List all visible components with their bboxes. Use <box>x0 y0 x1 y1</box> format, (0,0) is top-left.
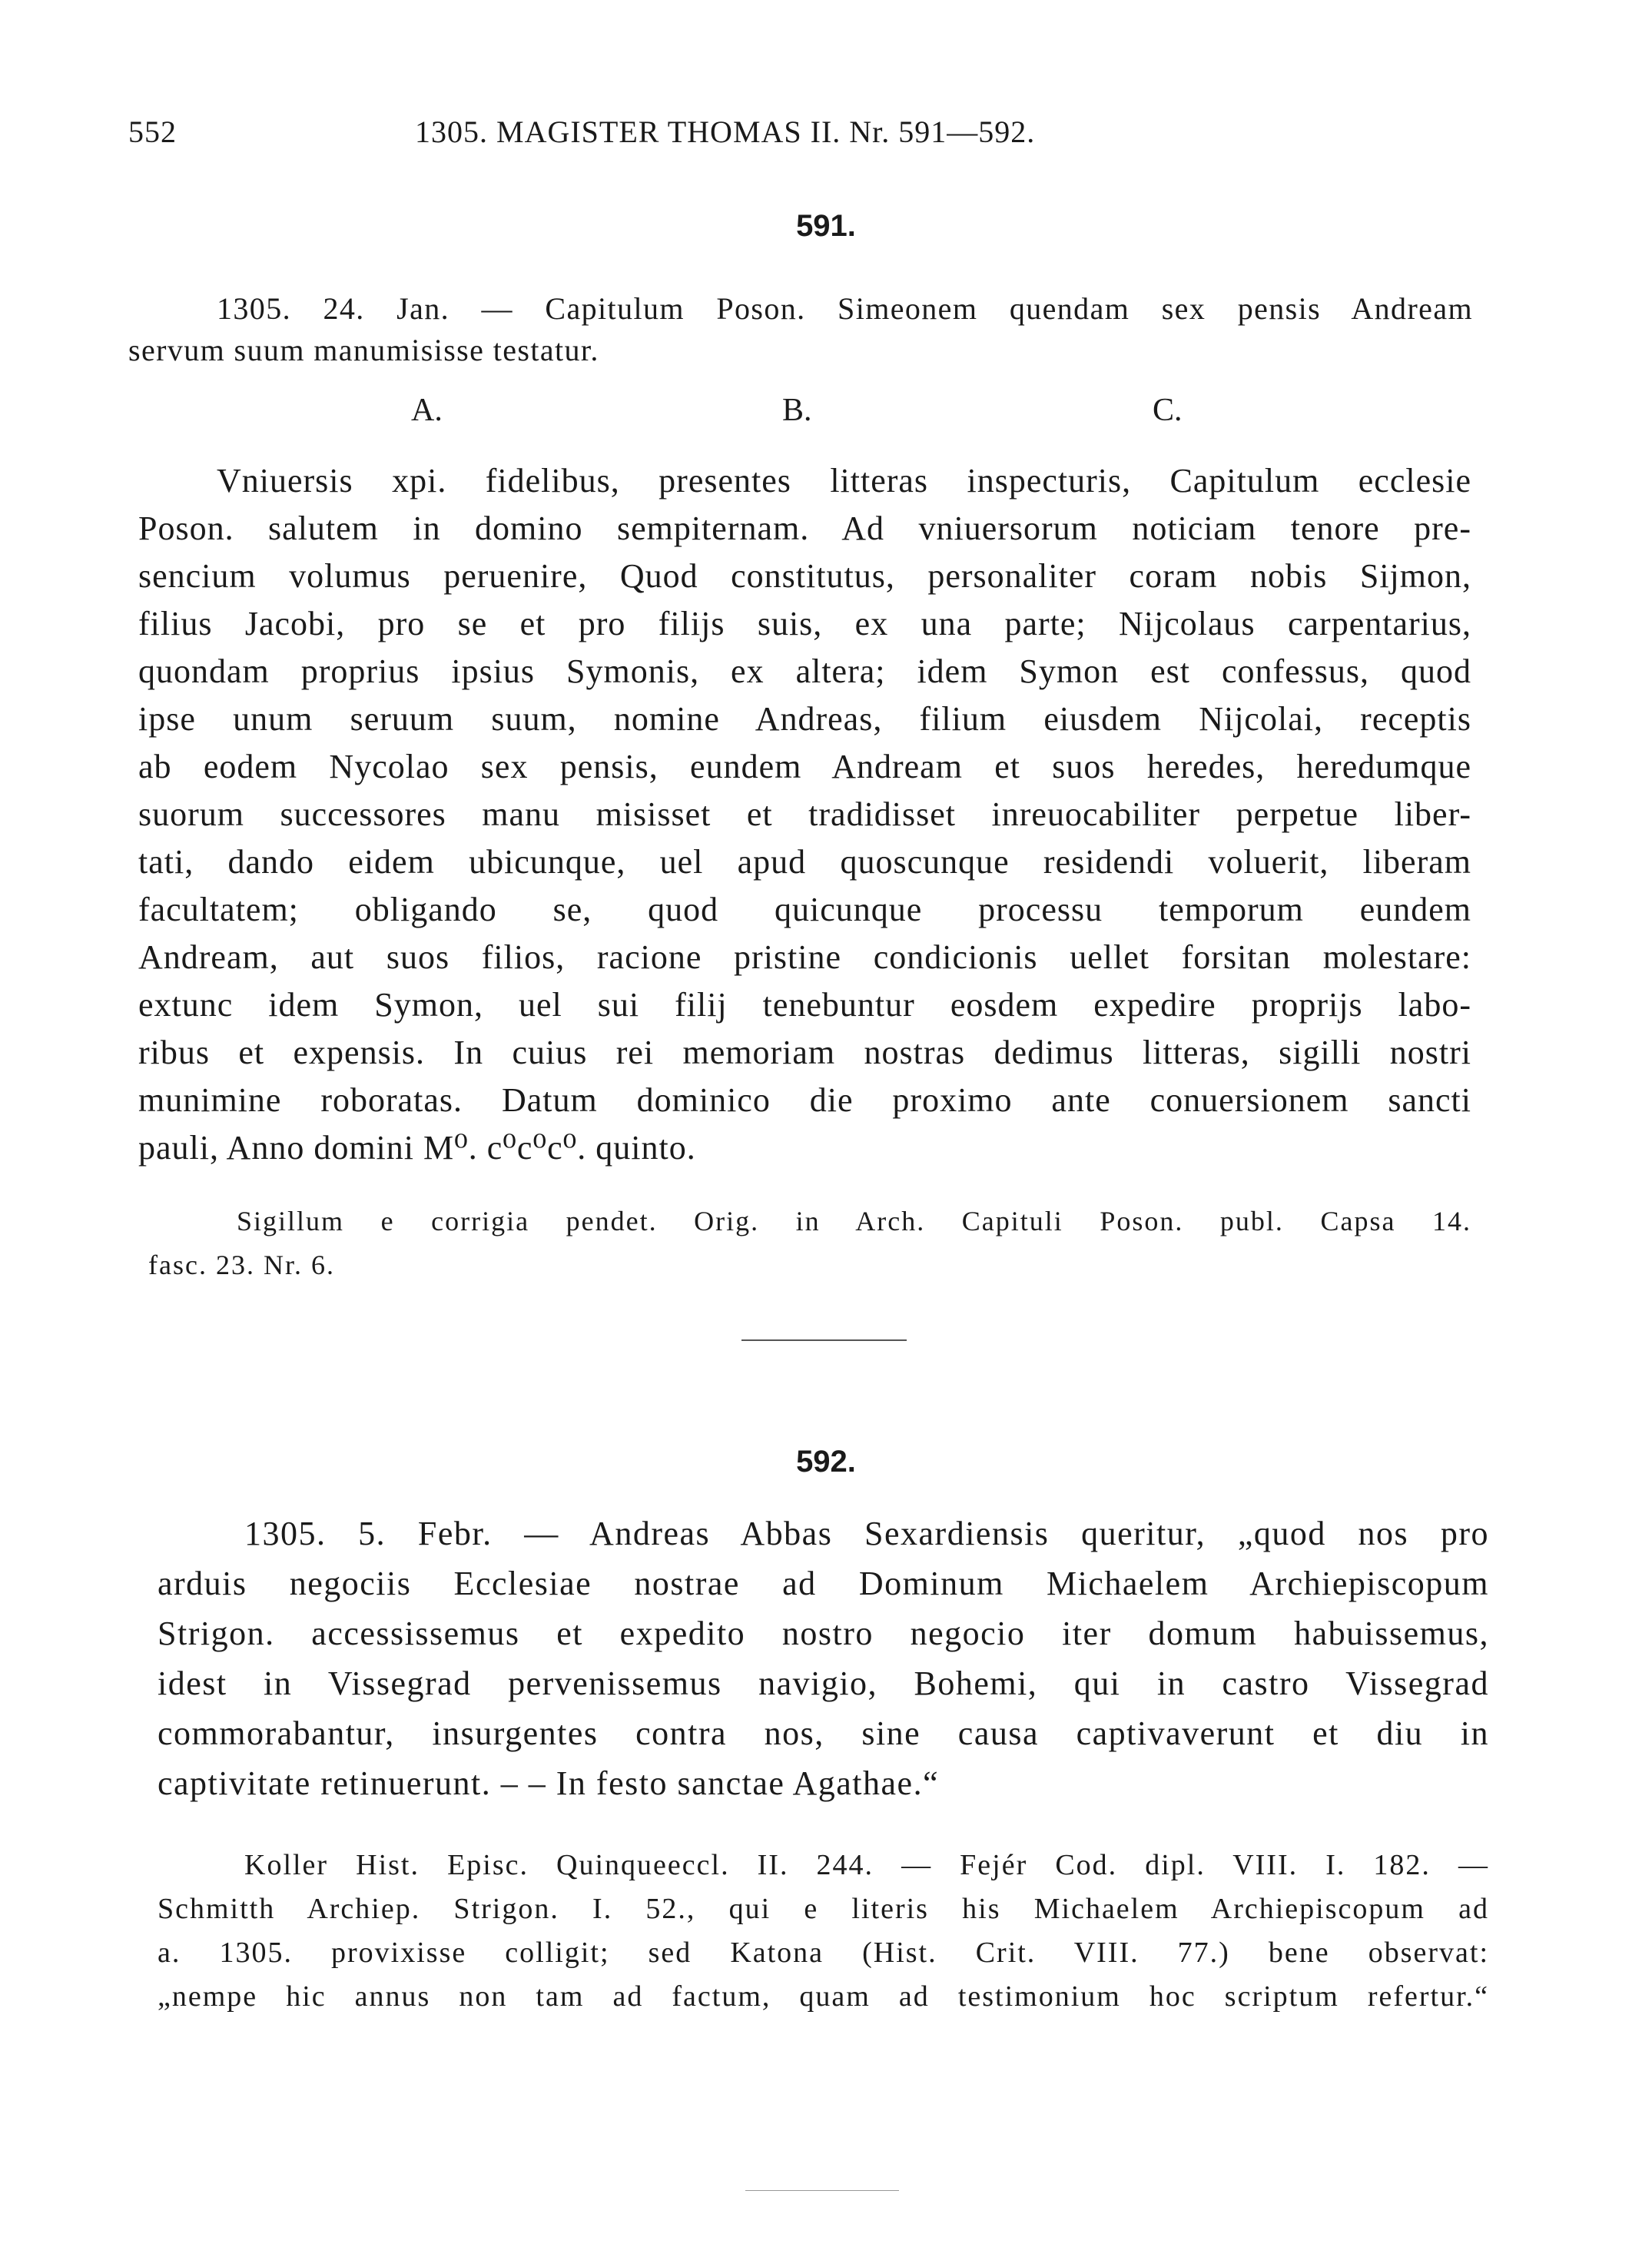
text-line: extunc idem Symon, uel sui filij tenebuntur eosdem expedire proprijs labo- <box>138 986 1471 1024</box>
note-591-line-2: fasc. 23. Nr. 6. <box>148 1250 335 1280</box>
regest-592-line: idest in Vissegrad pervenissemus navigio, Bohemi, qui in castro Vissegrad <box>158 1665 1489 1702</box>
text-line: pauli, Anno domini M⁰. c⁰c⁰c⁰. quinto. <box>138 1129 696 1167</box>
text-line: Poson. salutem in domino sempiternam. Ad vniuersorum noticiam tenore pre- <box>138 509 1471 547</box>
regest-591-line-1: 1305. 24. Jan. — Capitulum Poson. Simeonem quendam sex pensis Andream <box>217 291 1473 326</box>
section-divider <box>741 1339 907 1341</box>
regest-592-line: 1305. 5. Febr. — Andreas Abbas Sexardiensis queritur, „quod nos pro <box>244 1515 1489 1552</box>
regest-592-line: captivitate retinuerunt. – – In festo sanctae Agathae.“ <box>158 1764 940 1802</box>
regest-592-line: arduis negociis Ecclesiae nostrae ad Dominum Michaelem Archiepiscopum <box>158 1565 1489 1602</box>
regest-592-line: Strigon. accessissemus et expedito nostro negocio iter domum habuissemus, <box>158 1615 1489 1652</box>
note-592-line: Schmitth Archiep. Strigon. I. 52., qui e literis his Michaelem Archiepiscopum ad <box>158 1893 1489 1925</box>
siglum-c: C. <box>1153 393 1183 428</box>
text-line: Andream, aut suos filios, racione pristine condicionis uellet forsitan molestare: <box>138 938 1471 976</box>
text-line: filius Jacobi, pro se et pro filijs suis, ex una parte; Nijcolaus carpentarius, <box>138 605 1471 642</box>
regest-591-line-2: servum suum manumisisse testatur. <box>128 333 599 367</box>
text-line: quondam proprius ipsius Symonis, ex altera; idem Symon est confessus, quod <box>138 652 1471 690</box>
text-line: suorum successores manu misisset et tradidisset inreuocabiliter perpetue liber- <box>138 795 1471 833</box>
regest-592-line: commorabantur, insurgentes contra nos, sine causa captivaverunt et diu in <box>158 1714 1489 1752</box>
text-line: ribus et expensis. In cuius rei memoriam nostras dedimus litteras, sigilli nostri <box>138 1034 1471 1071</box>
text-line: ipse unum seruum suum, nomine Andreas, filium eiusdem Nijcolai, receptis <box>138 700 1471 738</box>
text-line: facultatem; obligando se, quod quicunque processu temporum eundem <box>138 891 1471 928</box>
document-number-592: 592. <box>796 1445 856 1479</box>
note-592-line: a. 1305. provixisse colligit; sed Katona (Hist. Crit. VIII. 77.) bene observat: <box>158 1937 1489 1969</box>
text-line: tati, dando eidem ubicunque, uel apud quoscunque residendi voluerit, liberam <box>138 843 1471 881</box>
siglum-a: A. <box>411 393 443 428</box>
running-title: 1305. MAGISTER THOMAS II. Nr. 591—592. <box>415 115 1036 149</box>
text-line: sencium volumus peruenire, Quod constitutus, personaliter coram nobis Sijmon, <box>138 557 1471 595</box>
siglum-b: B. <box>782 393 812 428</box>
text-line: Vniuersis xpi. fidelibus, presentes litteras inspecturis, Capitulum ecclesie <box>217 462 1471 500</box>
end-divider <box>745 2190 899 2191</box>
note-592-line: Koller Hist. Episc. Quinqueeccl. II. 244. — Fejér Cod. dipl. VIII. I. 182. — <box>244 1849 1489 1881</box>
text-line: munimine roboratas. Datum dominico die proximo ante conuersionem sancti <box>138 1081 1471 1119</box>
note-592-line: „nempe hic annus non tam ad factum, quam ad testimonium hoc scriptum refertur.“ <box>158 1980 1489 2013</box>
document-number-591: 591. <box>796 209 856 243</box>
page-number: 552 <box>128 115 177 149</box>
text-line: ab eodem Nycolao sex pensis, eundem Andream et suos heredes, heredumque <box>138 748 1471 785</box>
note-591-line-1: Sigillum e corrigia pendet. Orig. in Arch. Capituli Poson. publ. Capsa 14. <box>237 1206 1471 1236</box>
